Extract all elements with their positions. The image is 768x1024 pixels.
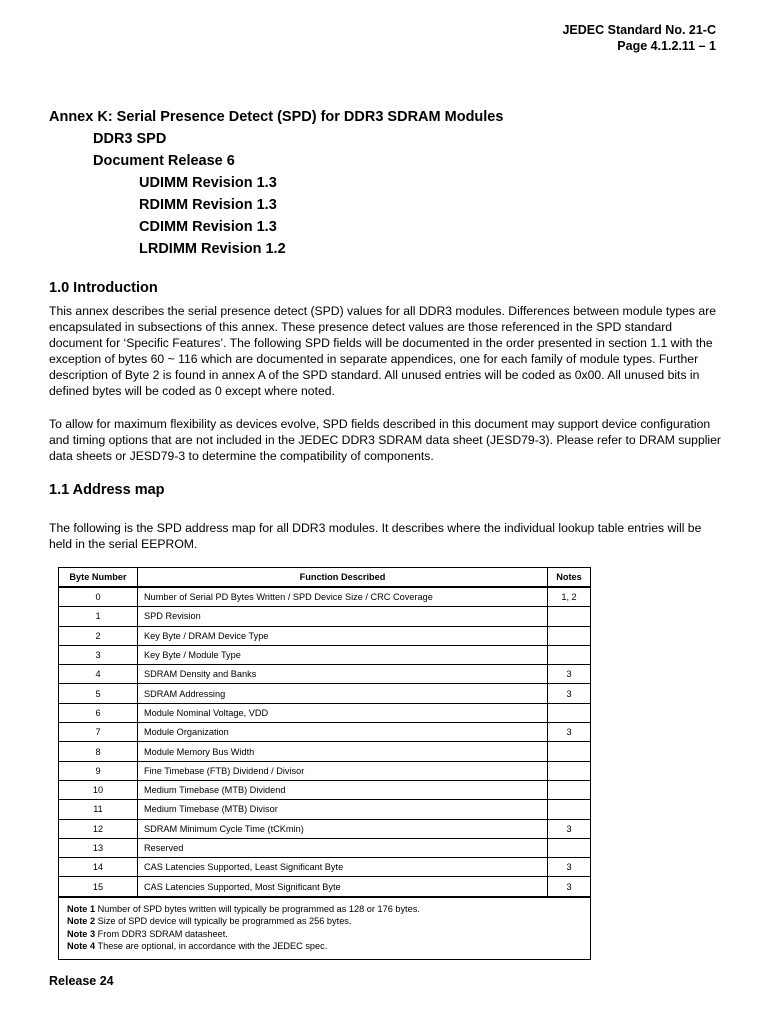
table-row [59,684,591,703]
standard-number: JEDEC Standard No. 21-C [562,23,716,37]
function-cell: SDRAM Addressing [138,684,548,703]
table-row [59,703,591,722]
notes-ref-cell [548,742,591,761]
note-text: Size of SPD device will typically be programmed as 256 bytes. [97,916,352,927]
function-cell: Module Organization [138,723,548,742]
note-line [67,915,582,928]
function-cell: Key Byte / Module Type [138,645,548,664]
notes-ref-cell [548,780,591,799]
page-number: Page 4.1.2.11 – 1 [617,39,716,53]
note-line [67,903,582,916]
function-cell: Medium Timebase (MTB) Dividend [138,780,548,799]
function-cell: Module Nominal Voltage, VDD [138,703,548,722]
table-row [59,626,591,645]
byte-number-cell: 4 [59,665,138,684]
intro-paragraph-2: To allow for maximum flexibility as devices evolve, SPD fields described in this document may support device configuration and timing options that are not included in the JEDEC DDR3 SDRAM data sheet (JESD79-3). Please refer to DRAM supplier data sheets or JESD79-3 to determine the compatibility of components. [49,417,721,463]
notes-ref-cell: 3 [548,723,591,742]
spd-subtitle: DDR3 SPD [93,131,167,147]
function-cell: CAS Latencies Supported, Least Significant Byte [138,858,548,877]
notes-ref-cell: 3 [548,819,591,838]
function-cell: Medium Timebase (MTB) Divisor [138,800,548,819]
function-cell: SPD Revision [138,607,548,626]
note-label: Note 3 [67,928,96,939]
note-label: Note 1 [67,903,96,914]
note-text: From DDR3 SDRAM datasheet. [97,928,228,939]
revision-rdimm: RDIMM Revision 1.3 [139,197,277,213]
note-label: Note 2 [67,916,96,927]
revision-cdimm: CDIMM Revision 1.3 [139,219,277,235]
annex-title: Annex K: Serial Presence Detect (SPD) for DDR3 SDRAM Modules [49,109,504,125]
function-cell: Module Memory Bus Width [138,742,548,761]
header-byte-number: Byte Number [59,568,138,588]
function-cell: Fine Timebase (FTB) Dividend / Divisor [138,761,548,780]
function-cell: CAS Latencies Supported, Most Significant Byte [138,877,548,897]
byte-number-cell: 5 [59,684,138,703]
table-row [59,838,591,857]
byte-number-cell: 3 [59,645,138,664]
function-cell: Key Byte / DRAM Device Type [138,626,548,645]
function-cell: SDRAM Density and Banks [138,665,548,684]
byte-number-cell: 13 [59,838,138,857]
table-row [59,723,591,742]
intro-paragraph-1: This annex describes the serial presence detect (SPD) values for all DDR3 modules. Differences between module types are encapsulated in subsections of this annex. These presence detect values are those referenced in the SPD standard document for ‘Specific Features’. The following SPD fields will be documented in the order presented in section 1.1 with the exception of bytes 60 ~ 116 which are documented in separate appendices, one for each family of module types. Further description of Byte 2 is found in annex A of the SPD standard. All unused entries will be coded as 0x00. All unused bits in defined bytes will be coded as 0 except where noted. [49,304,717,398]
byte-number-cell: 11 [59,800,138,819]
notes-ref-cell [548,838,591,857]
note-label: Note 4 [67,941,96,952]
table-row [59,742,591,761]
notes-ref-cell: 1, 2 [548,587,591,607]
table-row [59,800,591,819]
table-row [59,587,591,607]
intro-heading: 1.0 Introduction [49,280,158,296]
note-line [67,928,582,941]
table-header-row [59,568,591,588]
notes-row [59,897,591,960]
byte-number-cell: 8 [59,742,138,761]
address-map-paragraph: The following is the SPD address map for all DDR3 modules. It describes where the individual lookup table entries will be held in the serial EEPROM. [49,521,702,551]
table-row [59,819,591,838]
document-release: Document Release 6 [93,153,235,169]
table-row [59,761,591,780]
document-title-block [49,106,503,260]
notes-ref-cell [548,800,591,819]
address-map-heading: 1.1 Address map [49,482,165,498]
byte-number-cell: 6 [59,703,138,722]
byte-number-cell: 7 [59,723,138,742]
table-row [59,665,591,684]
table-row [59,645,591,664]
note-text: Number of SPD bytes written will typically be programmed as 128 or 176 bytes. [97,903,420,914]
notes-ref-cell [548,607,591,626]
notes-ref-cell: 3 [548,665,591,684]
notes-ref-cell: 3 [548,684,591,703]
spd-address-table [58,567,591,960]
table-row [59,607,591,626]
byte-number-cell: 10 [59,780,138,799]
table-row [59,858,591,877]
table-notes [59,897,591,960]
note-line [67,940,582,953]
table-row [59,780,591,799]
notes-ref-cell: 3 [548,858,591,877]
notes-ref-cell: 3 [548,877,591,897]
header-notes: Notes [548,568,591,588]
byte-number-cell: 0 [59,587,138,607]
notes-ref-cell [548,645,591,664]
function-cell: Reserved [138,838,548,857]
byte-number-cell: 2 [59,626,138,645]
byte-number-cell: 1 [59,607,138,626]
byte-number-cell: 15 [59,877,138,897]
page-header [562,22,716,54]
notes-ref-cell [548,626,591,645]
table-body [59,587,591,897]
notes-ref-cell [548,703,591,722]
byte-number-cell: 12 [59,819,138,838]
header-function: Function Described [138,568,548,588]
byte-number-cell: 14 [59,858,138,877]
note-text: These are optional, in accordance with the JEDEC spec. [97,941,328,952]
function-cell: Number of Serial PD Bytes Written / SPD Device Size / CRC Coverage [138,587,548,607]
notes-ref-cell [548,761,591,780]
revision-udimm: UDIMM Revision 1.3 [139,175,277,191]
table-row [59,877,591,897]
revision-lrdimm: LRDIMM Revision 1.2 [139,241,286,257]
release-footer: Release 24 [49,974,114,988]
byte-number-cell: 9 [59,761,138,780]
function-cell: SDRAM Minimum Cycle Time (tCKmin) [138,819,548,838]
